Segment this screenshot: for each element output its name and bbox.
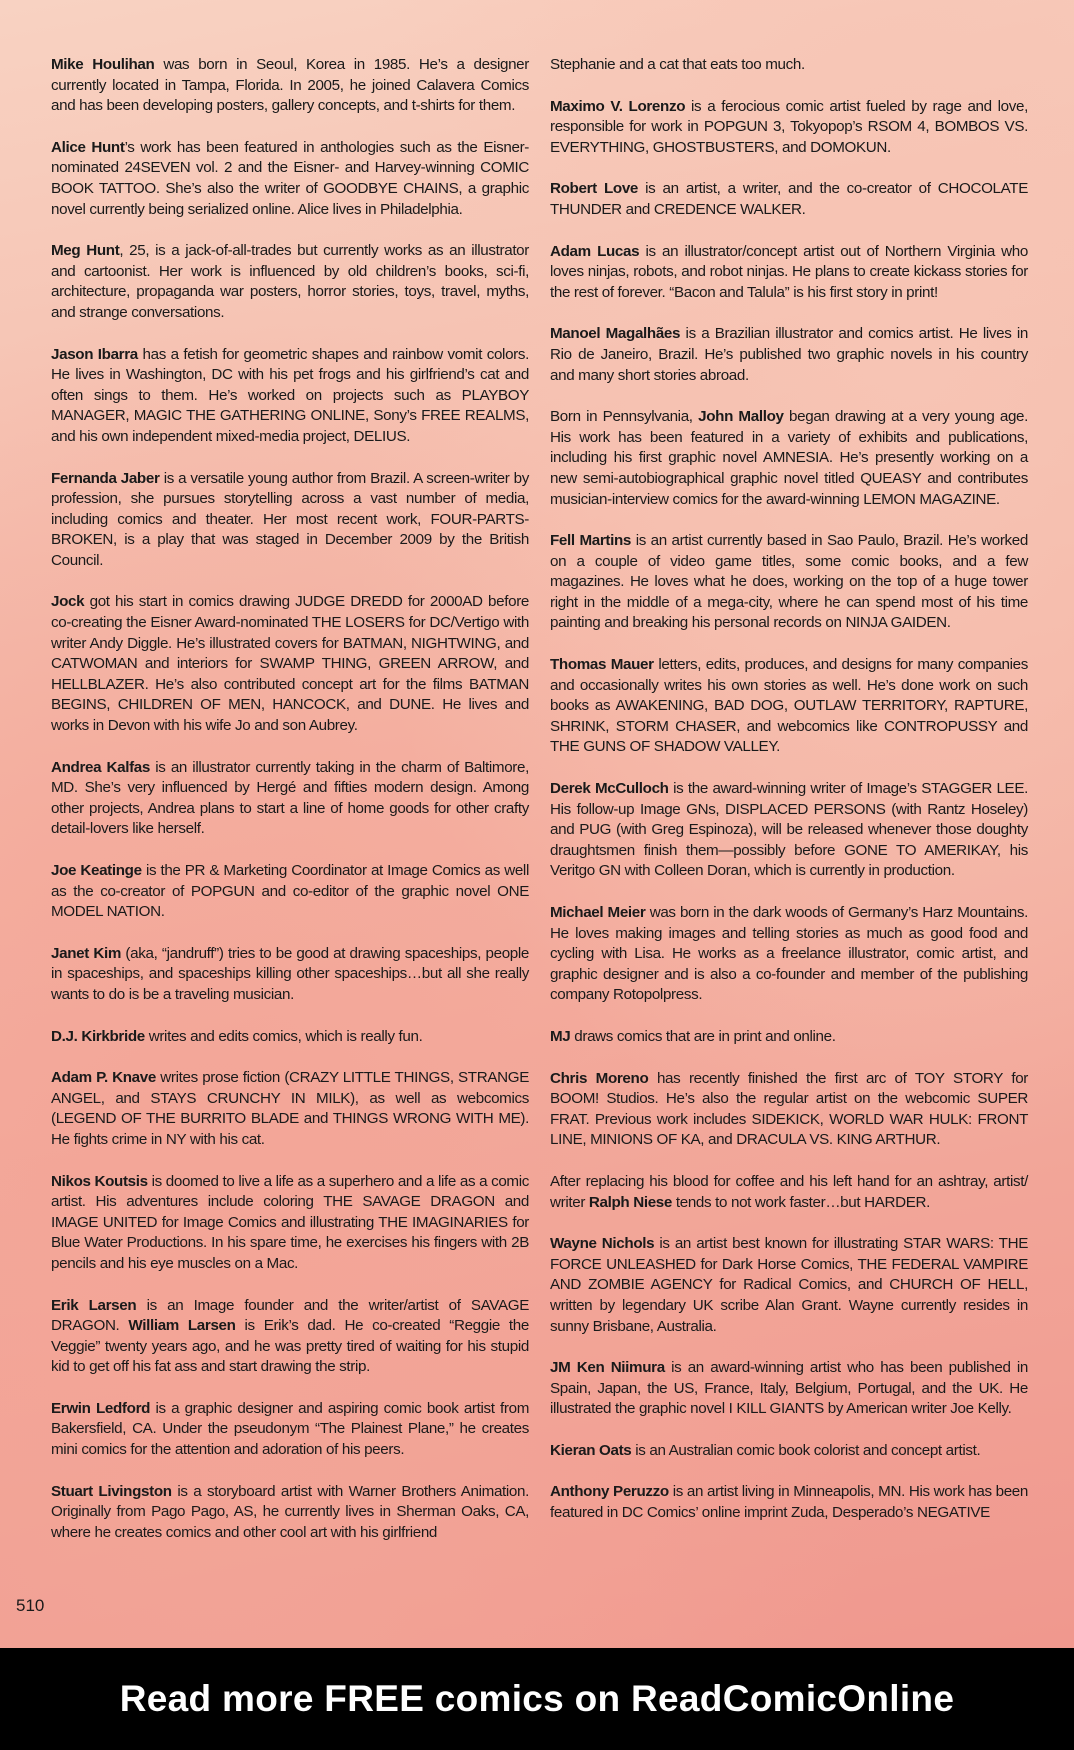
bio-text: draws comics that are in print and online. xyxy=(570,1027,836,1045)
bio-paragraph xyxy=(550,1358,1028,1420)
contributor-name: Thomas Mauer xyxy=(550,656,654,674)
contributor-name: Fell Martins xyxy=(550,532,632,550)
bio-paragraph xyxy=(51,1027,529,1048)
contributor-name: Derek McCulloch xyxy=(550,780,669,798)
bio-paragraph xyxy=(51,944,529,1006)
bio-paragraph xyxy=(550,97,1028,159)
contributor-name: John Malloy xyxy=(698,408,784,426)
bio-text: was born in Seoul, Korea in 1985. He’s a designer currently located in Tampa, Florida. In 2005, he joined Calavera Comics and has been developing posters, gallery concepts, and t-shirts for them. xyxy=(51,56,529,115)
bio-text: has a fetish for geometric shapes and rainbow vomit colors. He lives in Washington, DC with his pet frogs and his girlfriend’s cat and often sings to them. He’s worked on projects such as PLAYBOY MANAGER, MAGIC THE GATHERING ONLINE, Sony’s FREE REALMS, and his own independent mixed-media project, DELIUS. xyxy=(51,345,530,445)
contributor-name: Adam Lucas xyxy=(550,242,640,260)
bio-paragraph xyxy=(51,592,529,736)
bio-paragraph xyxy=(51,861,529,923)
bio-text: is the PR & Marketing Coordinator at Image Comics as well as the co-creator of POPGUN and co-editor of the graphic novel ONE MODEL NATION. xyxy=(51,862,529,921)
bio-paragraph xyxy=(51,1172,529,1275)
bio-text: is an illustrator/concept artist out of Northern Virginia who loves ninjas, robots, and robot ninjas. He plans to create kickass stories for the rest of forever. “Bacon and Talula” is his first story in print! xyxy=(550,242,1028,301)
bio-text: is an artist best known for illustrating STAR WARS: THE FORCE UNLEASHED for Dark Horse Comics, THE FEDERAL VAMPIRE AND ZOMBIE AGENCY for Radical Comics, and CHURCH OF HELL, written by legendary UK scribe Alan Grant. Wayne currently resides in sunny Brisbane, Australia. xyxy=(550,1235,1028,1335)
bio-paragraph xyxy=(51,758,529,840)
bio-paragraph xyxy=(51,1482,529,1544)
bio-text: tends to not work faster…but HARDER. xyxy=(672,1193,931,1211)
contributor-name: Alice Hunt xyxy=(51,138,125,156)
contributor-name: Mike Houlihan xyxy=(51,56,155,73)
bio-paragraph xyxy=(550,407,1028,510)
bio-text: is a graphic designer and aspiring comic book artist from Bakersfield, CA. Under the pseudonym “The Plainest Plane,” he creates mini comics for the attention and adoration of his peers. xyxy=(51,1399,529,1459)
bio-text: is an illustrator currently taking in the charm of Baltimore, MD. She’s very influenced by Hergé and fifties modern design. Among other projects, Andrea plans to start a line of home goods for other crafty detail-lovers like herself. xyxy=(51,758,529,838)
bio-paragraph xyxy=(550,179,1028,220)
contributor-name: Jock xyxy=(51,593,85,611)
contributor-name: Nikos Koutsis xyxy=(51,1172,148,1190)
contributor-name: Chris Moreno xyxy=(550,1069,649,1087)
contributor-name: Erwin Ledford xyxy=(51,1399,151,1417)
bio-paragraph xyxy=(51,345,529,448)
bio-text: is an Image founder and the writer/artist of SAVAGE DRAGON. xyxy=(51,1296,529,1335)
bio-paragraph xyxy=(550,55,1028,76)
contributor-name: Robert Love xyxy=(550,180,639,198)
bio-paragraph xyxy=(550,655,1028,758)
bio-text: is an Australian comic book colorist and concept artist. xyxy=(631,1441,981,1459)
contributor-name: Andrea Kalfas xyxy=(51,758,150,776)
bio-paragraph xyxy=(550,242,1028,304)
contributor-name: Michael Meier xyxy=(550,904,646,921)
bio-paragraph xyxy=(550,1027,1028,1048)
contributor-name: Stuart Livingston xyxy=(51,1482,172,1500)
contributor-name: William Larsen xyxy=(128,1317,236,1335)
bio-text: is an artist, a writer, and the co-creator of CHOCOLATE THUNDER and CREDENCE WALKER. xyxy=(550,180,1028,218)
bio-text: letters, edits, produces, and designs for many companies and occasionally writes his own stories as well. He’s done work on such books as AWAKENING, BAD DOG, OUTLAW TERRITORY, RAPTURE, SHRINK, STORM CHASER, and webcomics like CONTROPUSSY and THE GUNS OF SHADOW VALLEY. xyxy=(550,656,1028,756)
bio-text: Born in Pennsylvania, xyxy=(550,408,699,426)
contributor-name: Ralph Niese xyxy=(588,1193,672,1211)
contributor-name: Jason Ibarra xyxy=(51,345,138,363)
bio-paragraph xyxy=(550,903,1028,1006)
bio-paragraph xyxy=(51,1399,529,1461)
bio-text: is Erik’s dad. He co-created “Reggie the Veggie” twenty years ago, and he was pretty tired of waiting for his stupid kid to get off his fat ass and start drawing the strip. xyxy=(51,1317,529,1376)
bio-text: has recently finished the first arc of TOY STORY for BOOM! Studios. He’s also the regular artist on the webcomic SUPER FRAT. Previous work includes SIDEKICK, WORLD WAR HULK: FRONT LINE, MINIONS OF KA, and DRACULA VS. KING ARTHUR. xyxy=(550,1069,1028,1149)
bio-text: was born in the dark woods of Germany’s Harz Mountains. He loves making images and telling stories as much as good food and cycling with Lisa. He works as a freelance illustrator, comic artist, and graphic designer and is also a co-founder and member of the publishing company Rotopolpress. xyxy=(550,904,1028,1004)
right-column xyxy=(550,55,1028,1545)
bio-text: began drawing at a very young age. His work has been featured in a variety of exhibits and publications, including his first graphic novel AMNESIA. He’s presently working on a new semi-autobiographical graphic novel titled QUEASY and contributes musician-interview comics for the award-winning LEMON MAGAZINE. xyxy=(550,408,1029,508)
bio-text: is an award-winning artist who has been published in Spain, Japan, the US, France, Italy, Belgium, Portugal, and the UK. He illustrated the graphic novel I KILL GIANTS by American writer Joe Kelly. xyxy=(550,1359,1029,1418)
bio-paragraph xyxy=(550,1069,1028,1151)
bio-text: is a storyboard artist with Warner Brothers Animation. Originally from Pago Pago, AS, he currently lives in Sherman Oaks, CA, where he creates comics and other cool art with his girlfriend xyxy=(51,1482,529,1541)
bio-paragraph xyxy=(550,1172,1028,1213)
bio-paragraph xyxy=(550,1234,1028,1337)
bio-paragraph xyxy=(51,1296,529,1378)
bio-paragraph xyxy=(550,779,1028,882)
banner-text: Read more FREE comics on ReadComicOnline xyxy=(119,1678,955,1719)
page-number: 510 xyxy=(16,1596,45,1615)
contributor-name: Manoel Magalhães xyxy=(550,325,681,343)
contributor-name: Erik Larsen xyxy=(51,1296,137,1314)
contributor-name: Wayne Nichols xyxy=(550,1235,655,1253)
bio-text: is a versatile young author from Brazil. A screen-writer by profession, she pursues storytelling across a vast number of media, including comics and theater. Her most recent work, FOUR-PARTS-BROKEN, is a play that was staged in December 2009 by the British Council. xyxy=(51,469,529,569)
contributor-name: Kieran Oats xyxy=(550,1441,632,1459)
bio-text: is the award-winning writer of Image’s STAGGER LEE. His follow-up Image GNs, DISPLACED PERSONS (with Rantz Hoseley) and PUG (with Greg Espinoza), will be released whenever those doughty draughtsmen finish them—possibly before GONE TO AMERIKAY, his Veritgo GN with Colleen Doran, which is currently in production. xyxy=(550,780,1028,880)
bio-text: , 25, is a jack-of-all-trades but currently works as an illustrator and cartoonist. Her work is influenced by old children’s books, sci-fi, architecture, propaganda war posters, horror stories, toys, travel, myths, and strange conversations. xyxy=(51,242,529,321)
contributor-name: MJ xyxy=(550,1027,571,1045)
contributor-name: Janet Kim xyxy=(51,944,121,962)
contributor-name: Maximo V. Lorenzo xyxy=(550,97,686,115)
bio-text: is an artist currently based in Sao Paulo, Brazil. He’s worked on a couple of video game titles, some comic books, and a few magazines. He loves what he does, working on the top of a huge tower right in the middle of a mega-city, where he can spend most of his time painting and breaking his personal records on NINJA GAIDEN. xyxy=(550,532,1028,632)
contributor-name: Anthony Peruzzo xyxy=(550,1483,669,1501)
bio-text: is doomed to live a life as a superhero and a life as a comic artist. His adventures include coloring THE SAVAGE DRAGON and IMAGE UNITED for Image Comics and illustrating THE IMAGINARIES for Blue Water Productions. In his spare time, he exercises his fingers with 2B pencils and his eye muscles on a Mac. xyxy=(51,1172,529,1272)
left-column xyxy=(51,55,529,1564)
bio-text: writes prose fiction (CRAZY LITTLE THINGS, STRANGE ANGEL, and STAYS CRUNCHY IN MILK), as well as webcomics (LEGEND OF THE BURRITO BLADE and THINGS WRONG WITH ME). He fights crime in NY with his cat. xyxy=(51,1069,529,1148)
bio-text: is a ferocious comic artist fueled by rage and love, responsible for work in POPGUN 3, Tokyopop’s RSOM 4, BOMBOS VS. EVERYTHING, GHOSTBUSTERS, and DOMOKUN. xyxy=(550,97,1028,156)
bio-text: writes and edits comics, which is really fun. xyxy=(144,1027,423,1045)
contributor-name: Fernanda Jaber xyxy=(51,469,160,487)
bio-text: Stephanie and a cat that eats too much. xyxy=(550,56,805,73)
bio-paragraph xyxy=(550,1441,1028,1462)
bio-text: After replacing his blood for coffee and his left hand for an ashtray, artist/ writer xyxy=(550,1172,1028,1211)
contributor-name: D.J. Kirkbride xyxy=(51,1027,145,1045)
bio-text: ’s work has been featured in anthologies such as the Eisner-nominated 24SEVEN vol. 2 and the Eisner- and Harvey-winning COMIC BOOK TATTOO. She’s also the writer of GOODBYE CHAINS, a graphic novel currently being serialized online. Alice lives in Philadelphia. xyxy=(51,138,529,218)
contributor-name: JM Ken Niimura xyxy=(550,1359,665,1377)
bio-paragraph xyxy=(51,241,529,323)
bio-text: is an artist living in Minneapolis, MN. His work has been featured in DC Comics’ online imprint Zuda, Desperado’s NEGATIVE xyxy=(550,1483,1028,1522)
contributor-name: Joe Keatinge xyxy=(51,862,142,879)
bio-paragraph xyxy=(51,469,529,572)
contributor-name: Meg Hunt xyxy=(51,242,120,260)
bio-paragraph xyxy=(550,324,1028,386)
promo-banner[interactable] xyxy=(0,1648,1074,1750)
bio-paragraph xyxy=(51,1068,529,1150)
bio-paragraph xyxy=(550,1482,1028,1523)
contributor-name: Adam P. Knave xyxy=(51,1069,156,1087)
bio-paragraph xyxy=(51,55,529,117)
bio-text: is a Brazilian illustrator and comics artist. He lives in Rio de Janeiro, Brazil. He’s published two graphic novels in his country and many short stories abroad. xyxy=(550,325,1028,384)
bio-paragraph xyxy=(550,531,1028,634)
bio-text: (aka, “jandruff”) tries to be good at drawing spaceships, people in spaceships, and spaceships killing other spaceships…but all she really wants to do is be a traveling musician. xyxy=(51,944,530,1003)
bio-paragraph xyxy=(51,138,529,220)
bio-text: got his start in comics drawing JUDGE DREDD for 2000AD before co-creating the Eisner Award-nominated THE LOSERS for DC/Vertigo with writer Andy Diggle. He’s illustrated covers for BATMAN, NIGHTWING, and CATWOMAN and interiors for SWAMP THING, GREEN ARROW, and HELLBLAZER. He’s also contributed concept art for the films BATMAN BEGINS, CHILDREN OF MEN, HANCOCK, and DUNE. He lives and works in Devon with his wife Jo and son Aubrey. xyxy=(51,593,529,735)
